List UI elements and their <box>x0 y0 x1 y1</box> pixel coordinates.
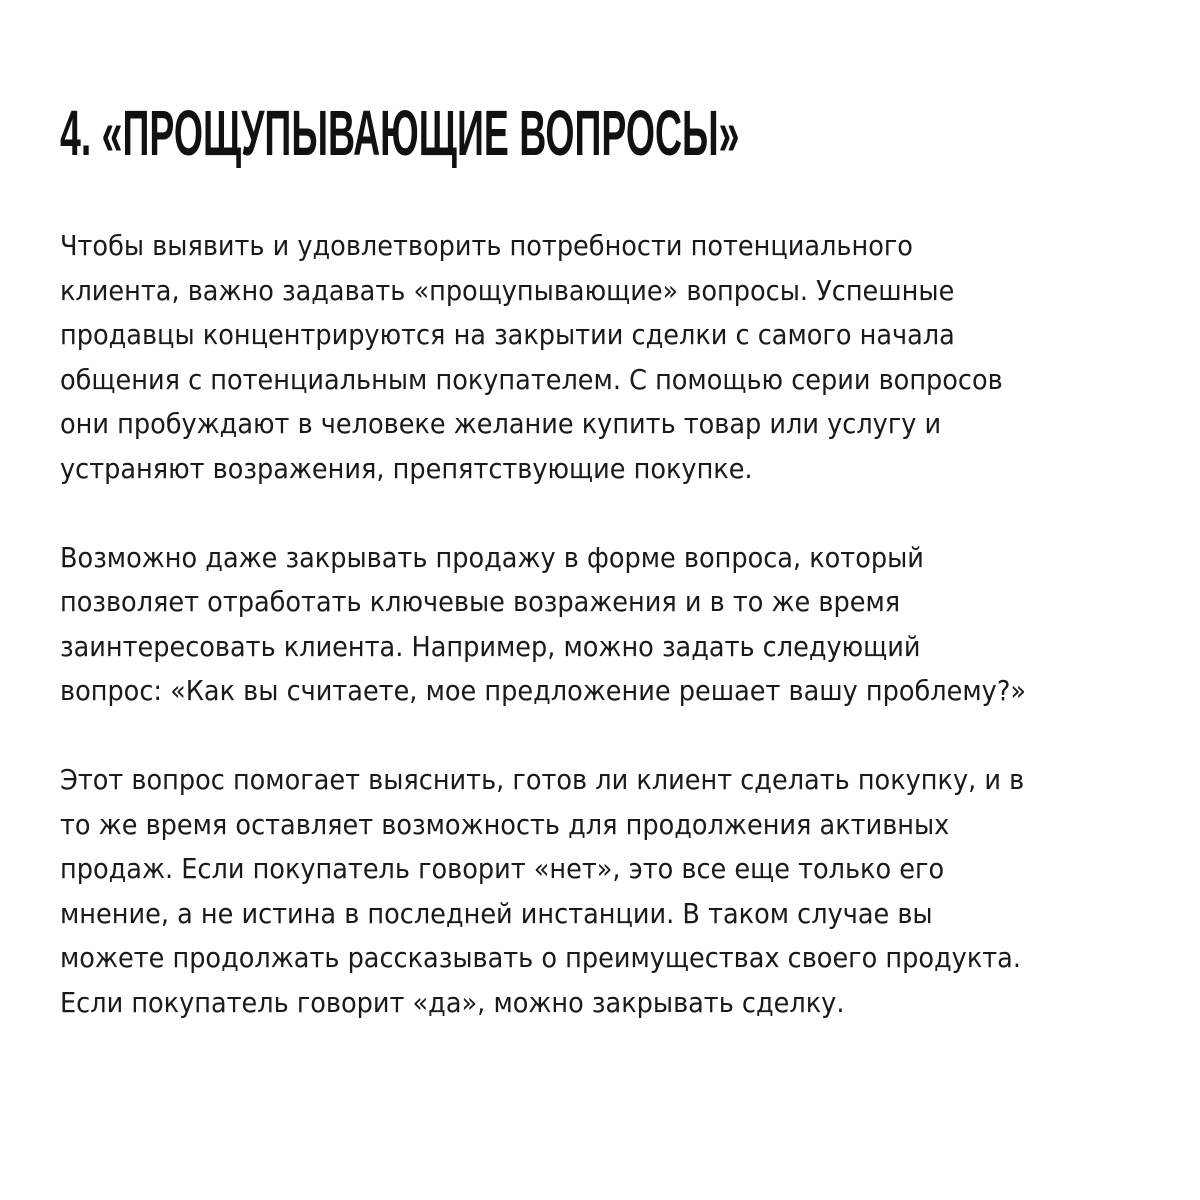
text-line: Чтобы выявить и удовлетворить потребности потенциального <box>60 230 913 262</box>
page-title: 4. «ПРОЩУПЫВАЮЩИЕ ВОПРОСЫ» <box>60 97 740 169</box>
text-line: клиента, важно задавать «прощупывающие» вопросы. Успешные <box>60 274 955 307</box>
text-line: устраняют возражения, препятствующие покупке. <box>60 452 753 485</box>
text-line: Этот вопрос помогает выяснить, готов ли клиент сделать покупку, и в <box>60 764 1025 796</box>
text-line: Возможно даже закрывать продажу в форме вопроса, который <box>60 541 924 574</box>
text-line: продавцы концентрируются на закрытии сделки с самого начала <box>60 319 955 351</box>
text-line: общения с потенциальным покупателем. С помощью серии вопросов <box>60 363 1003 396</box>
paragraph-2 <box>60 536 1170 714</box>
paragraph-3 <box>60 758 1170 1025</box>
article-body <box>60 224 1170 1070</box>
paragraph-1 <box>60 224 1170 491</box>
text-line: вопрос: «Как вы считаете, мое предложение решает вашу проблему?» <box>60 675 1027 707</box>
text-line: заинтересовать клиента. Например, можно задать следующий <box>60 630 921 663</box>
text-line: продаж. Если покупатель говорит «нет», это все еще только его <box>60 853 945 885</box>
text-line: Если покупатель говорит «да», можно закрывать сделку. <box>60 986 845 1019</box>
text-line: позволяет отработать ключевые возражения и в то же время <box>60 586 901 618</box>
text-line: они пробуждают в человеке желание купить товар или услугу и <box>60 408 942 440</box>
text-line: можете продолжать рассказывать о преимуществах своего продукта. <box>60 942 1021 974</box>
text-line: то же время оставляет возможность для продолжения активных <box>60 808 950 841</box>
text-line: мнение, а не истина в последней инстанции. В таком случае вы <box>60 897 933 930</box>
